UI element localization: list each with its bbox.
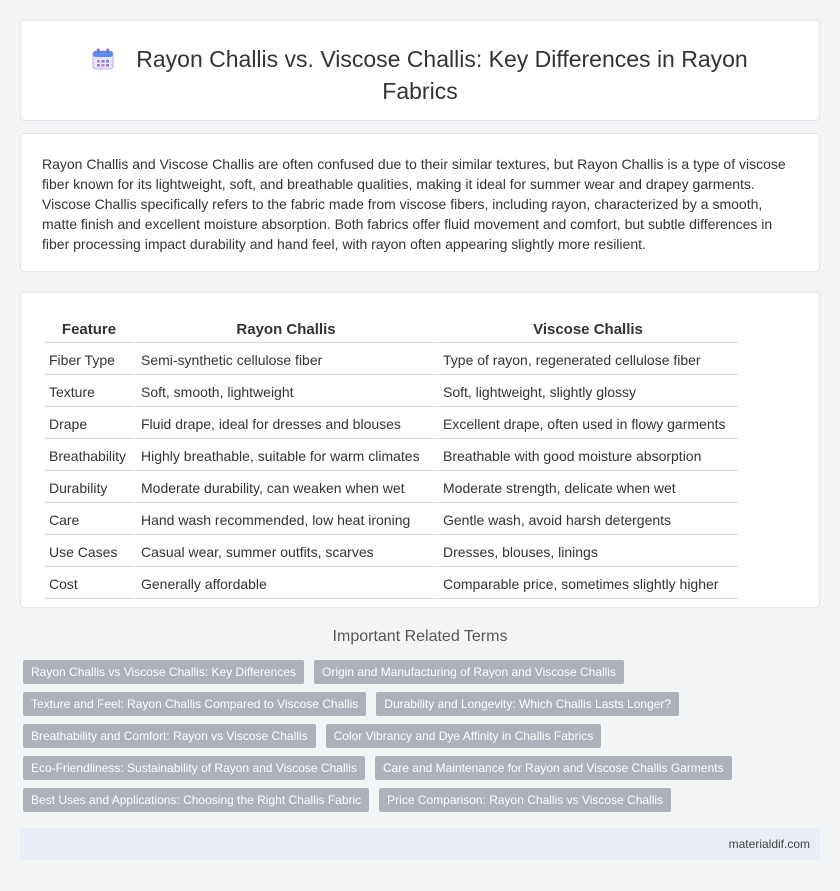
- related-term-tag[interactable]: Price Comparison: Rayon Challis vs Viscose Challis: [379, 788, 671, 812]
- feature-cell: Texture: [44, 377, 134, 407]
- table-row: [44, 377, 738, 407]
- title-line-1: Rayon Challis vs. Viscose Challis: Key Differences in Rayon: [136, 46, 748, 72]
- table-row: [44, 569, 738, 599]
- feature-cell: Durability: [44, 473, 134, 503]
- page-title: [21, 45, 819, 106]
- feature-cell: Cost: [44, 569, 134, 599]
- table-row: [44, 441, 738, 471]
- viscose-cell: Moderate strength, delicate when wet: [438, 473, 738, 503]
- footer-bar: [20, 828, 820, 860]
- viscose-cell: Soft, lightweight, slightly glossy: [438, 377, 738, 407]
- rayon-cell: Casual wear, summer outfits, scarves: [136, 537, 436, 567]
- related-term-tag[interactable]: Color Vibrancy and Dye Affinity in Challis Fabrics: [326, 724, 602, 748]
- intro-paragraph: Rayon Challis and Viscose Challis are often confused due to their similar textures, but Rayon Challis is a type of viscose fiber known for its lightweight, soft, and breathable qualities, making it ideal for summer wear and drapey garments. Viscose Challis specifically refers to the fabric made from viscose fibers, including rayon, characterized by a smooth, matte finish and excellent moisture absorption. Both fabrics offer fluid movement and comfort, but subtle differences in fiber processing impact durability and hand feel, with rayon often appearing slightly more resilient.: [42, 156, 786, 252]
- rayon-cell: Soft, smooth, lightweight: [136, 377, 436, 407]
- table-row: [44, 345, 738, 375]
- feature-cell: Use Cases: [44, 537, 134, 567]
- rayon-cell: Generally affordable: [136, 569, 436, 599]
- related-term-tag[interactable]: Eco-Friendliness: Sustainability of Rayon and Viscose Challis: [23, 756, 365, 780]
- table-row: [44, 473, 738, 503]
- related-terms-list: [23, 660, 823, 820]
- footer-site-link[interactable]: materialdif.com: [728, 837, 810, 851]
- viscose-cell: Type of rayon, regenerated cellulose fiber: [438, 345, 738, 375]
- related-term-tag[interactable]: Durability and Longevity: Which Challis Lasts Longer?: [376, 692, 679, 716]
- header-rayon-challis: Rayon Challis: [136, 315, 436, 343]
- related-term-tag[interactable]: Care and Maintenance for Rayon and Viscose Challis Garments: [375, 756, 732, 780]
- table-row: [44, 409, 738, 439]
- title-line-2: Fabrics: [382, 78, 458, 104]
- related-terms-heading: Important Related Terms: [332, 628, 508, 645]
- feature-cell: Breathability: [44, 441, 134, 471]
- feature-cell: Drape: [44, 409, 134, 439]
- table-header-row: [44, 315, 738, 343]
- header-viscose-challis: Viscose Challis: [438, 315, 738, 343]
- rayon-cell: Moderate durability, can weaken when wet: [136, 473, 436, 503]
- viscose-cell: Gentle wash, avoid harsh detergents: [438, 505, 738, 535]
- related-term-tag[interactable]: Texture and Feel: Rayon Challis Compared to Viscose Challis: [23, 692, 366, 716]
- viscose-cell: Breathable with good moisture absorption: [438, 441, 738, 471]
- calendar-icon: [92, 48, 114, 77]
- rayon-cell: Highly breathable, suitable for warm climates: [136, 441, 436, 471]
- feature-cell: Fiber Type: [44, 345, 134, 375]
- header-card: [20, 20, 820, 121]
- rayon-cell: Fluid drape, ideal for dresses and blouses: [136, 409, 436, 439]
- comparison-card: [20, 292, 820, 608]
- rayon-cell: Hand wash recommended, low heat ironing: [136, 505, 436, 535]
- related-term-tag[interactable]: Breathability and Comfort: Rayon vs Viscose Challis: [23, 724, 316, 748]
- comparison-table: [42, 313, 740, 601]
- viscose-cell: Dresses, blouses, linings: [438, 537, 738, 567]
- table-row: [44, 537, 738, 567]
- related-term-tag[interactable]: Best Uses and Applications: Choosing the Right Challis Fabric: [23, 788, 369, 812]
- viscose-cell: Comparable price, sometimes slightly higher: [438, 569, 738, 599]
- related-term-tag[interactable]: Origin and Manufacturing of Rayon and Viscose Challis: [314, 660, 624, 684]
- table-row: [44, 505, 738, 535]
- header-feature: Feature: [44, 315, 134, 343]
- viscose-cell: Excellent drape, often used in flowy garments: [438, 409, 738, 439]
- feature-cell: Care: [44, 505, 134, 535]
- related-term-tag[interactable]: Rayon Challis vs Viscose Challis: Key Differences: [23, 660, 304, 684]
- rayon-cell: Semi-synthetic cellulose fiber: [136, 345, 436, 375]
- intro-card: [20, 133, 820, 272]
